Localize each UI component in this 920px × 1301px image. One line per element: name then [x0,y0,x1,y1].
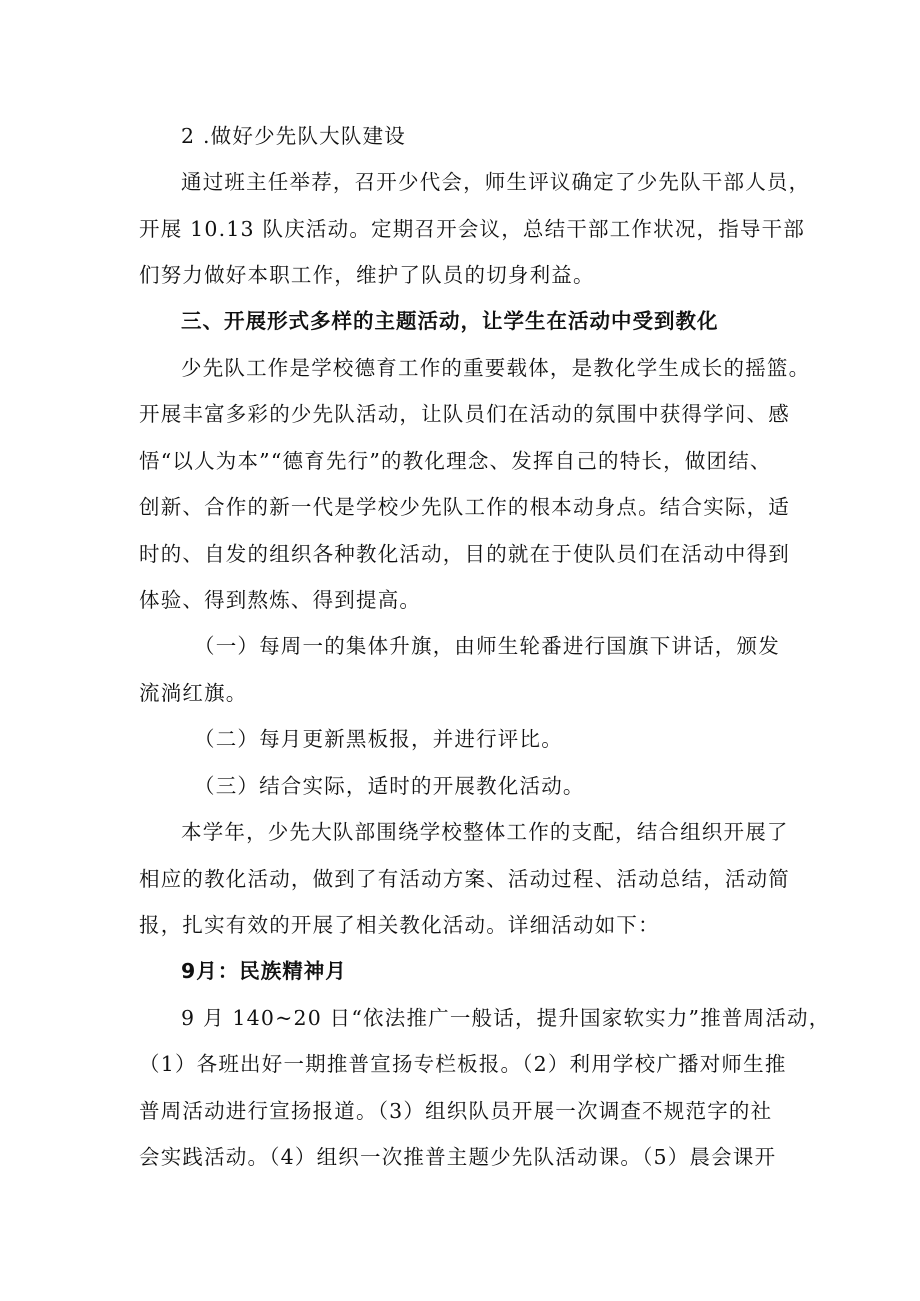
paragraph-line: 悟“以人为本”“德育先行”的教化理念、发挥自己的特长，做团结、 [139,449,772,473]
list-item: （一）每周一的集体升旗，由师生轮番进行国旗下讲话，颁发 [194,634,780,658]
paragraph-line: 普周活动进行宣扬报道。（3）组织队员开展一次调查不规范字的社 [139,1099,773,1123]
paragraph-line: 会实践活动。（4）组织一次推普主题少先队活动课。（5）晨会课开 [139,1145,777,1169]
paragraph-line: 9 月 140~20 日“依法推广一般话，提升国家软实力”推普周活动， [181,1006,831,1030]
paragraph-line: 创新、合作的新一代是学校少先队工作的根本动身点。结合实际，适 [139,495,790,519]
paragraph-line: 开展 10.13 队庆活动。定期召开会议，总结干部工作状况，指导干部 [139,217,806,241]
paragraph-line: 报，扎实有效的开展了相关教化活动。详细活动如下： [139,913,660,937]
paragraph-line: 相应的教化活动，做到了有活动方案、活动过程、活动总结，活动简 [139,867,790,891]
paragraph-line: 开展丰富多彩的少先队活动，让队员们在活动的氛围中获得学问、感 [139,402,790,426]
list-item: （二）每月更新黑板报，并进行评比。 [194,727,563,751]
paragraph-line: 时的、自发的组织各种教化活动，目的就在于使队员们在活动中得到 [139,542,790,566]
section-heading-2: 2 .做好少先队大队建设 [181,124,406,148]
paragraph-line: 少先队工作是学校德育工作的重要载体，是教化学生成长的摇篮。 [181,356,811,380]
paragraph-line: 通过班主任举荐，召开少代会，师生评议确定了少先队干部人员， [181,170,811,194]
paragraph-line: 本学年，少先大队部围绕学校整体工作的支配，结合组织开展了 [181,820,789,844]
month-heading: 9月：民族精神月 [181,959,347,983]
paragraph-line: 体验、得到熬炼、得到提高。 [139,588,422,612]
paragraph-line: （1）各班出好一期推普宣扬专栏板报。（2）利用学校广播对师生推 [139,1052,787,1076]
list-item-continuation: 流淌红旗。 [139,681,248,705]
section-heading-3: 三、开展形式多样的主题活动，让学生在活动中受到教化 [181,309,719,333]
paragraph-line: 们努力做好本职工作，维护了队员的切身利益。 [139,263,595,287]
list-item: （三）结合实际，适时的开展教化活动。 [194,774,585,798]
